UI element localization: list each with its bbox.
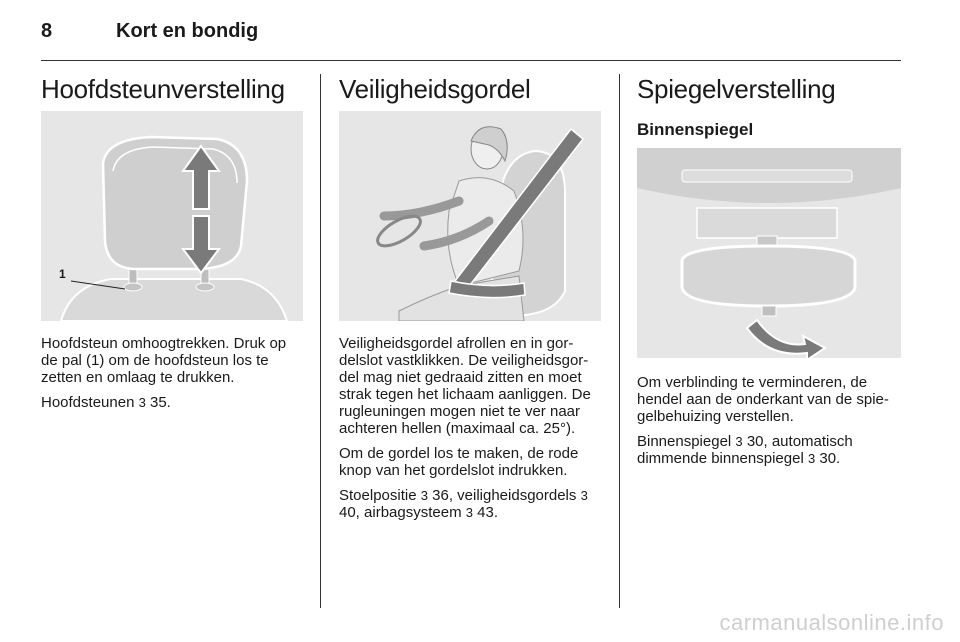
xref-arrow-icon: 3 — [735, 434, 743, 449]
seatbelt-column — [339, 72, 601, 529]
paragraph: Hoofdsteun omhoogtrekken. Druk op de pal (1) om de hoofdsteun los te zetten en omlaag te drukken. — [41, 335, 287, 386]
paragraph: Om verblinding te verminderen, de hendel aan de onderkant van de spiegelbehuizing verstellen. — [637, 374, 889, 425]
headrest-text — [41, 335, 303, 411]
cross-reference[interactable]: Stoelpositie 3 36, veiligheidsgordels 3 40, airbagsysteem 3 43. — [339, 487, 588, 521]
xref-arrow-icon: 3 — [420, 488, 428, 503]
mirror-illustration — [637, 148, 901, 358]
section-title: Spiegelverstelling — [637, 74, 836, 104]
cross-reference[interactable]: Binnenspiegel 3 30, automatisch dimmende binnenspiegel 3 30. — [637, 433, 853, 467]
mirror-column — [637, 72, 901, 475]
watermark: carmanualsonline.info — [719, 610, 944, 635]
xref-arrow-icon: 3 — [138, 395, 146, 410]
paragraph: Veiligheidsgordel afrollen en in gordelslot vastklikken. De veiligheidsgordel mag niet gedraaid zitten en moet strak tegen het lichaam aanliggen. De rugleuningen mogen niet te ver naar achteren hellen (maximaal ca. 25°). — [339, 335, 591, 437]
page-number: 8 — [41, 20, 53, 42]
header-rule — [41, 60, 901, 61]
seatbelt-illustration — [339, 111, 601, 321]
paragraph: Om de gordel los te maken, de rode knop van het gordelslot indrukken. — [339, 445, 579, 479]
subsection-title: Binnenspiegel — [637, 120, 754, 139]
headrest-column — [41, 72, 303, 419]
mirror-text — [637, 374, 901, 467]
column-divider — [320, 74, 321, 608]
xref-arrow-icon: 3 — [465, 505, 473, 520]
seatbelt-text — [339, 335, 601, 521]
xref-arrow-icon: 3 — [807, 451, 816, 466]
section-title: Hoofdsteunverstelling — [41, 74, 285, 104]
cross-reference[interactable]: Hoofdsteunen 3 35. — [41, 394, 171, 411]
running-title: Kort en bondig — [116, 20, 259, 42]
callout-number: 1 — [59, 267, 66, 281]
column-divider — [619, 74, 620, 608]
section-title: Veiligheidsgordel — [339, 74, 531, 104]
xref-arrow-icon: 3 — [580, 488, 588, 503]
headrest-illustration — [41, 111, 303, 321]
